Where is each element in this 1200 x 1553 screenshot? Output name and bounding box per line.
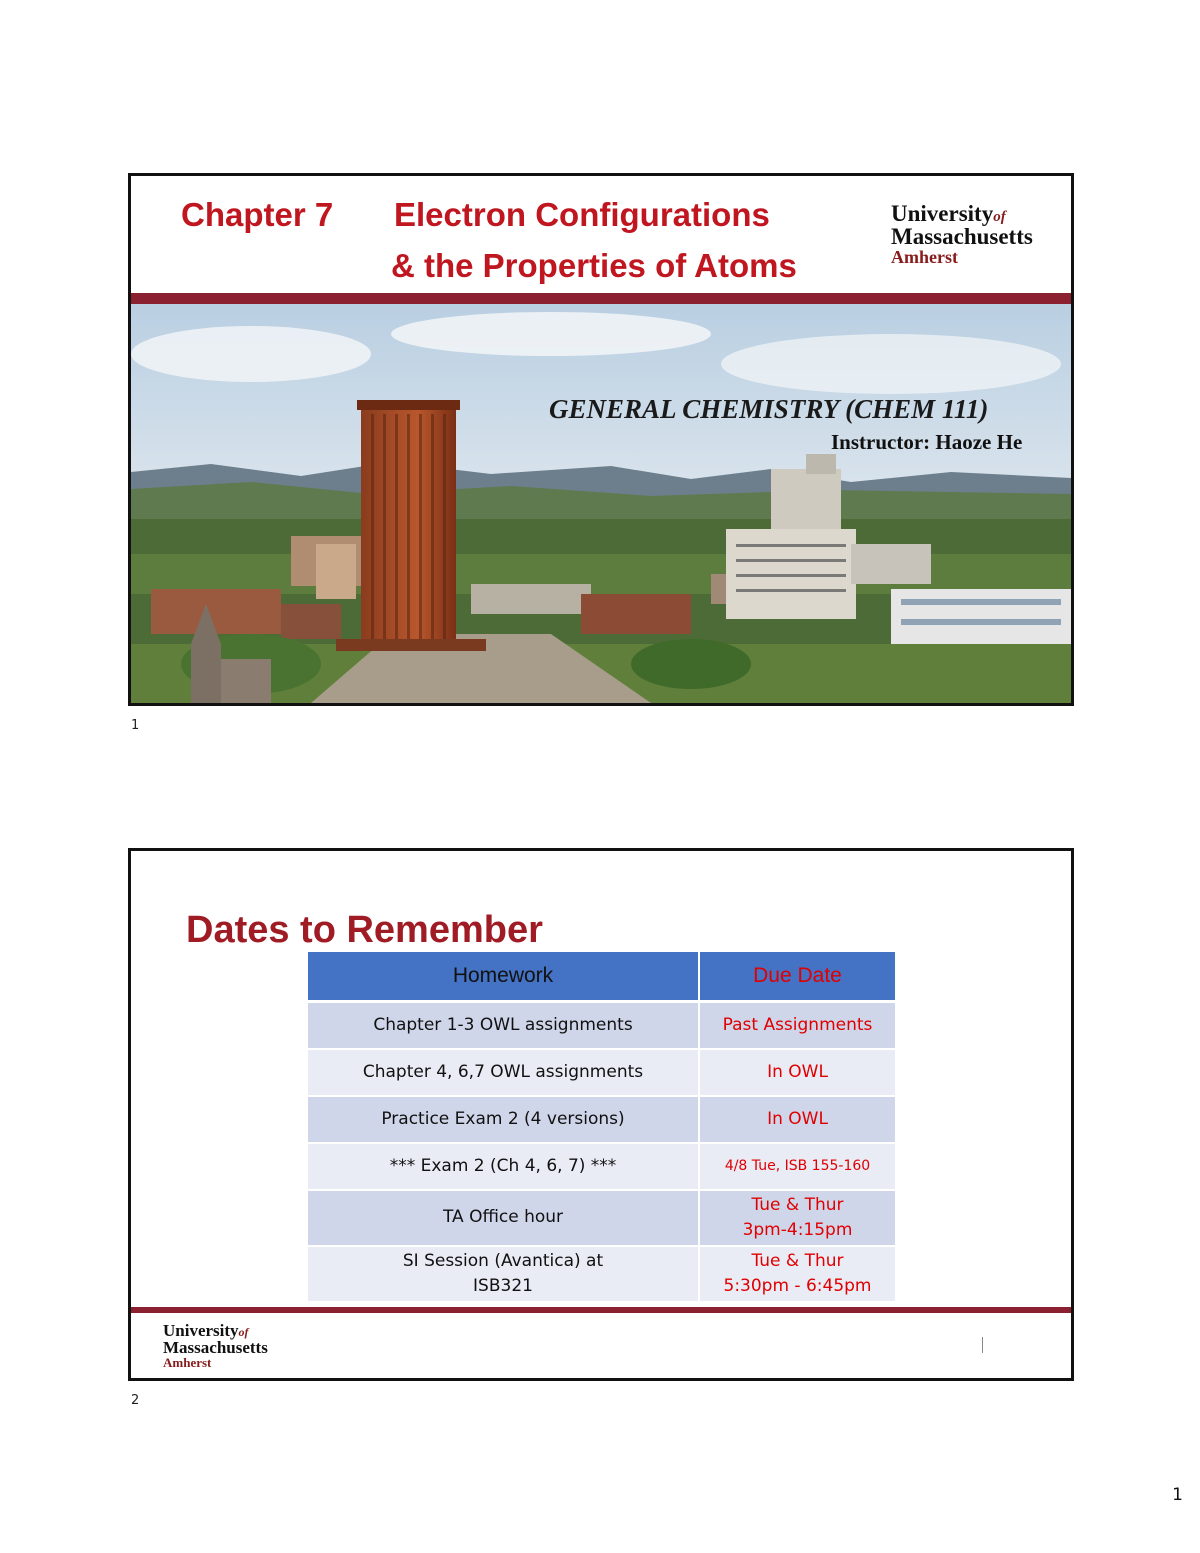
table-row [308, 1247, 897, 1303]
column-header-due-date: Due Date [700, 952, 897, 1003]
slide-1 [128, 173, 1074, 706]
due-date-cell: Tue & Thur 3pm-4:15pm [700, 1191, 897, 1247]
table-header-row [308, 952, 897, 1003]
homework-cell: Practice Exam 2 (4 versions) [308, 1097, 700, 1144]
due-date-cell: In OWL [700, 1050, 897, 1097]
homework-cell: SI Session (Avantica) at ISB321 [308, 1247, 700, 1303]
homework-cell: Chapter 4, 6,7 OWL assignments [308, 1050, 700, 1097]
due-date-cell: 4/8 Tue, ISB 155-160 [700, 1144, 897, 1191]
column-header-homework: Homework [308, 952, 700, 1003]
chapter-label: Chapter 7 [181, 196, 334, 233]
umass-logo: Universityof Massachusetts Amherst [163, 1321, 268, 1370]
due-date-cell: Tue & Thur 5:30pm - 6:45pm [700, 1247, 897, 1303]
table-row [308, 1050, 897, 1097]
slide-2 [128, 848, 1074, 1381]
homework-cell: *** Exam 2 (Ch 4, 6, 7) *** [308, 1144, 700, 1191]
due-date-cell: Past Assignments [700, 1003, 897, 1050]
course-title: GENERAL CHEMISTRY (CHEM 111) [549, 394, 989, 424]
due-date-cell: In OWL [700, 1097, 897, 1144]
slide-number-2: 2 [131, 1393, 140, 1408]
homework-cell: TA Office hour [308, 1191, 700, 1247]
footer-separator [982, 1337, 983, 1353]
maroon-divider [131, 1307, 1071, 1313]
table-row [308, 1097, 897, 1144]
table-row [308, 1144, 897, 1191]
slide-number-1: 1 [131, 718, 140, 733]
table-row [308, 1003, 897, 1050]
dates-table [308, 952, 897, 1303]
title-line-2: & the Properties of Atoms [391, 247, 797, 284]
page-number: 1 [1172, 1485, 1183, 1505]
dates-title: Dates to Remember [186, 909, 543, 951]
campus-photo [131, 304, 1071, 703]
table-row [308, 1191, 897, 1247]
title-line-1: Electron Configurations [394, 196, 770, 233]
maroon-divider [131, 293, 1071, 304]
homework-cell: Chapter 1-3 OWL assignments [308, 1003, 700, 1050]
instructor-name: Instructor: Haoze He [831, 430, 1023, 454]
umass-logo: Universityof Massachusetts Amherst [891, 201, 1033, 267]
